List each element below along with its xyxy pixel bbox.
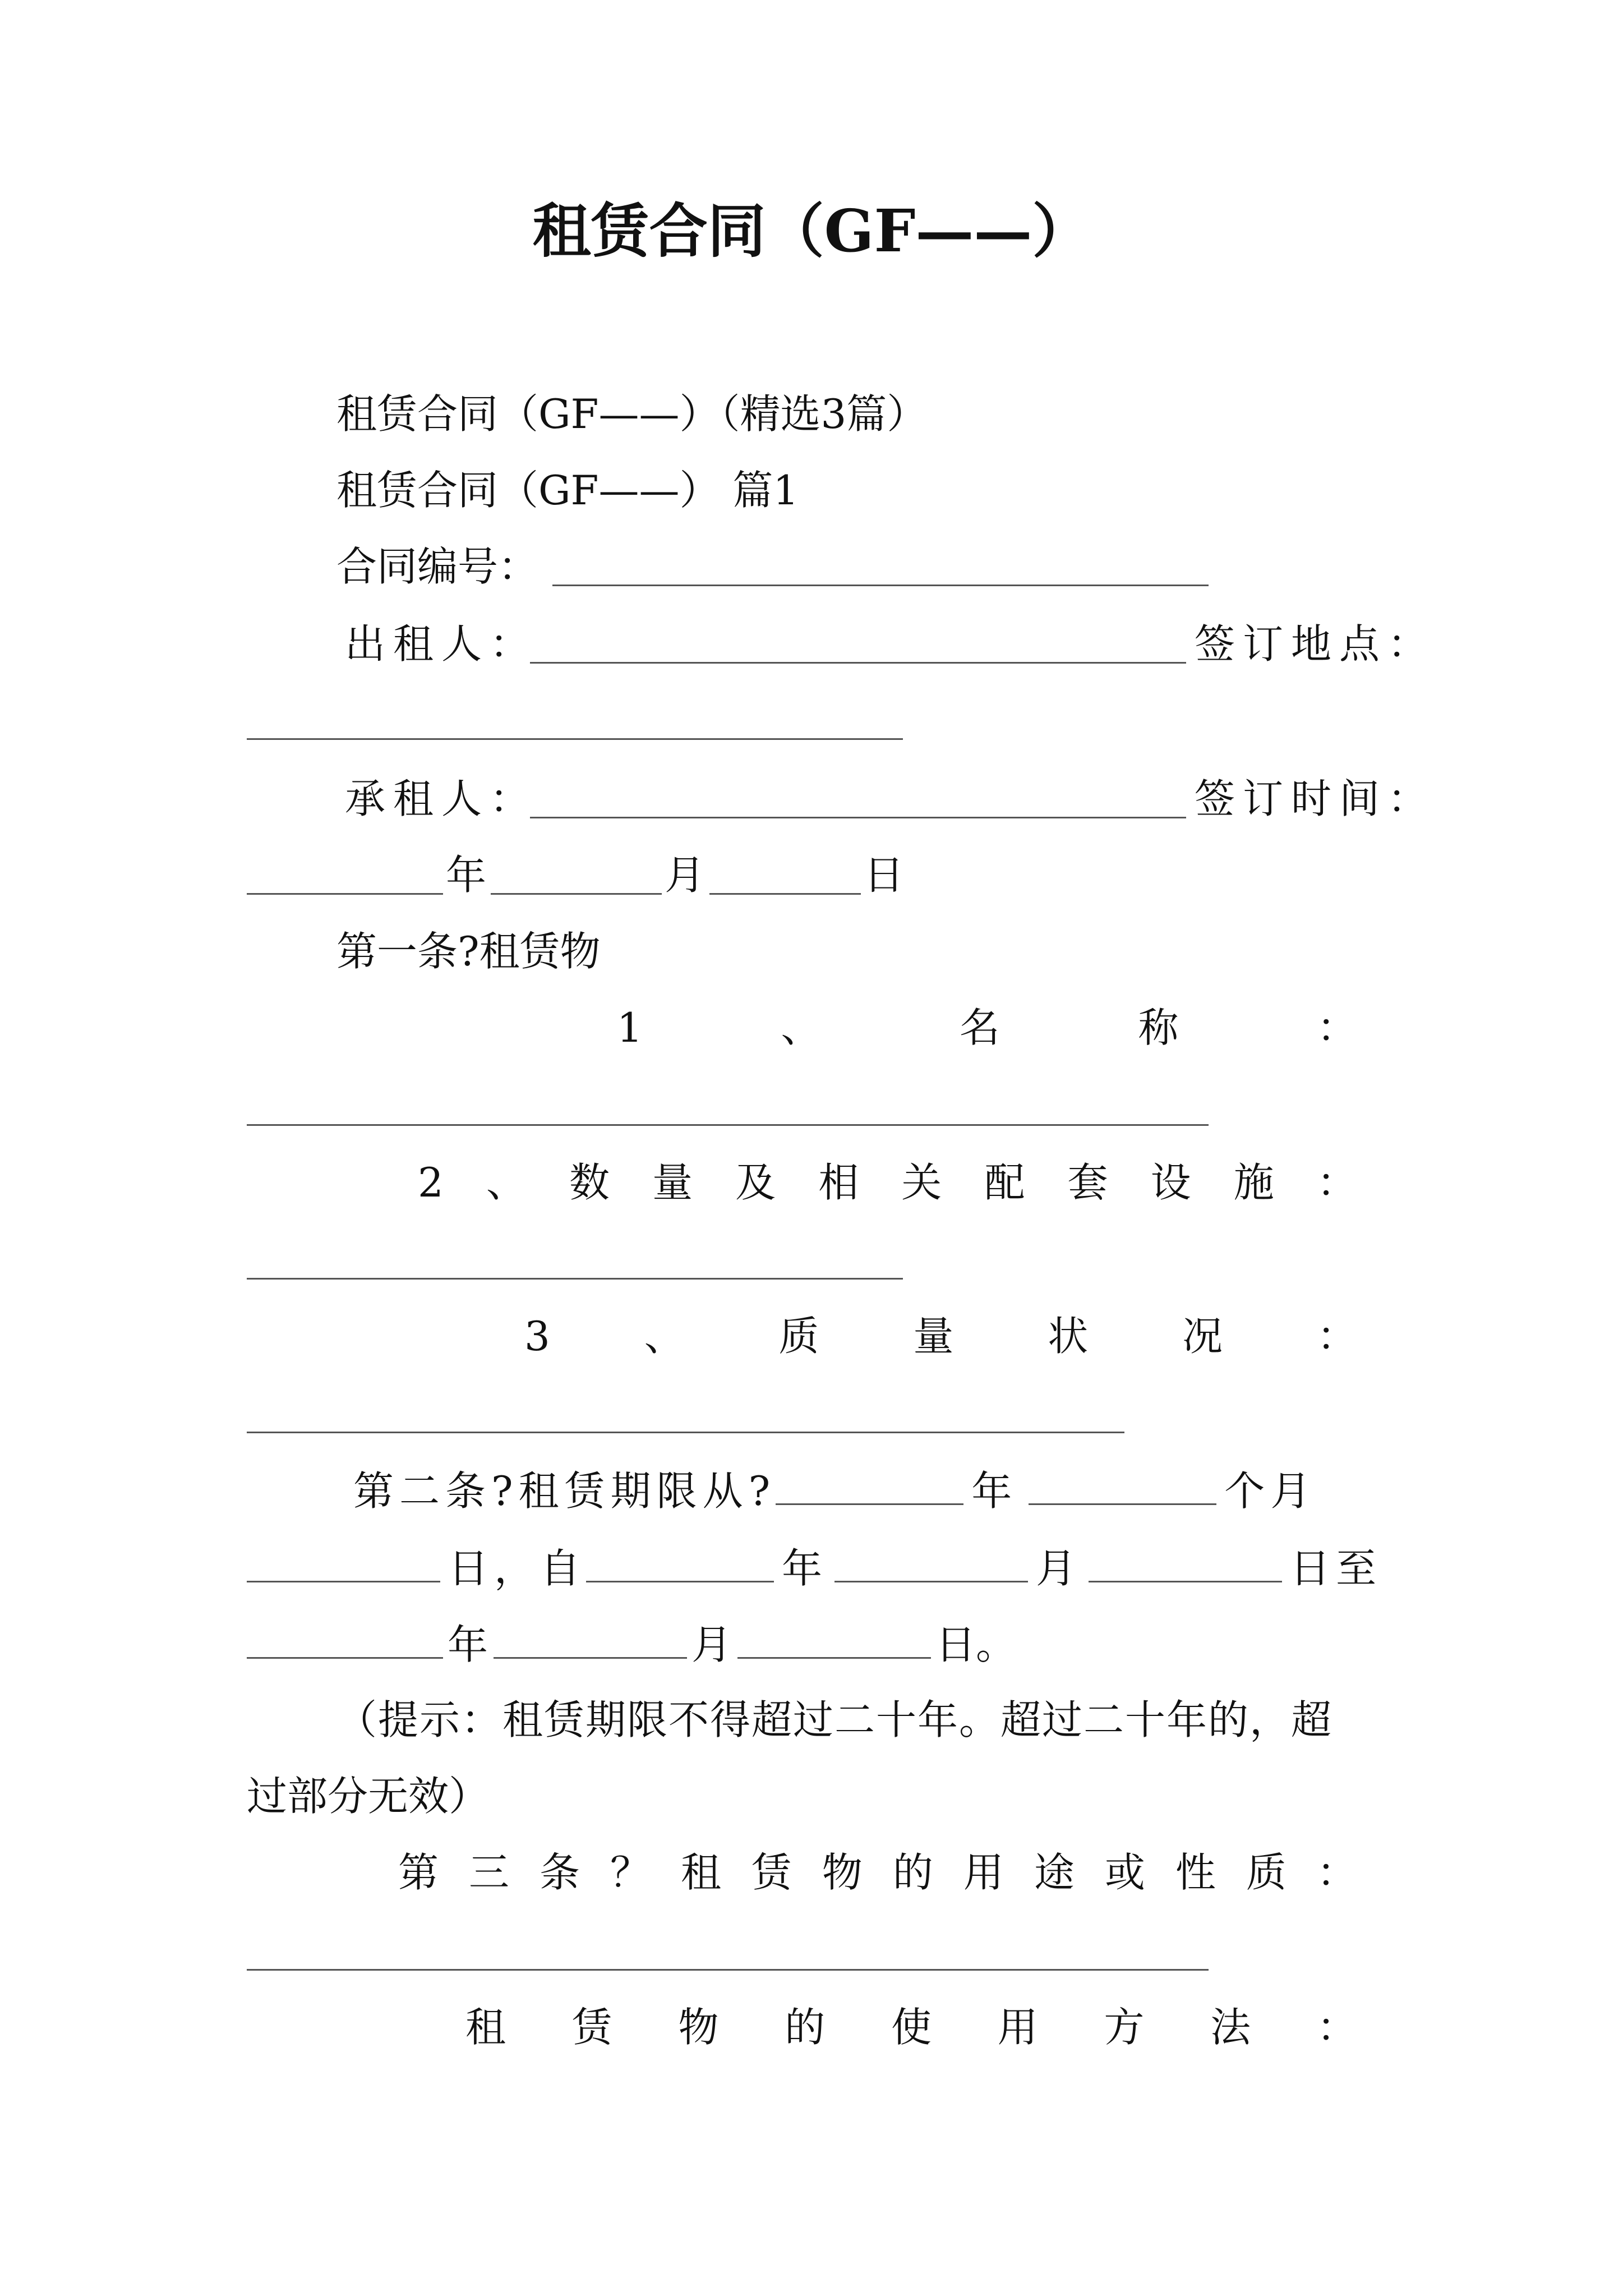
article-1-title: 第一条?租赁物 xyxy=(336,928,601,975)
item-2-char: 及 xyxy=(735,1159,776,1206)
subtitle: 租赁合同（GF——）（精选3篇） xyxy=(336,390,928,438)
lessor-label: 出租人： xyxy=(345,620,538,668)
art3-char: 用 xyxy=(963,1849,1004,1896)
item-1-char: 称 xyxy=(1138,1004,1179,1051)
item-2-char: 关 xyxy=(901,1159,942,1206)
purpose-blank xyxy=(247,1969,1209,1971)
date-year-label: 年 xyxy=(446,852,487,899)
item-1-char: ： xyxy=(1316,1004,1357,1051)
article-1-item-3 xyxy=(524,1313,1357,1360)
article-2-line-2 xyxy=(247,1545,1382,1592)
quality-blank xyxy=(247,1432,1124,1433)
item-3-char: 质 xyxy=(778,1313,819,1360)
start-year-label: 年 xyxy=(782,1545,828,1592)
art3-char: ？ xyxy=(610,1849,651,1896)
start-month-blank xyxy=(834,1547,1028,1582)
term-months-blank xyxy=(1029,1470,1216,1505)
document-title: 租赁合同（GF——） xyxy=(532,196,1091,265)
art3-char: ： xyxy=(1316,1849,1357,1896)
date-year-blank xyxy=(247,893,443,895)
item-1-char: 、 xyxy=(781,1004,822,1051)
hint-line-1: （提示：租赁期限不得超过二十年。超过二十年的，超 xyxy=(336,1696,1333,1743)
art3-char: 条 xyxy=(539,1849,580,1896)
item-2-char: ： xyxy=(1316,1159,1357,1206)
item-3-char: ： xyxy=(1316,1313,1357,1360)
end-day-label: 日。 xyxy=(935,1621,1017,1668)
item-3-char: 状 xyxy=(1048,1313,1089,1360)
article-3-title xyxy=(398,1849,1357,1896)
art3-char: 或 xyxy=(1104,1849,1145,1896)
date-month-blank xyxy=(491,893,662,895)
item-1-char: 1 xyxy=(617,1004,643,1051)
date-day-label: 日 xyxy=(864,852,905,899)
end-month-blank xyxy=(494,1623,687,1659)
article-1-item-1 xyxy=(617,1004,1357,1051)
item-3-char: 况 xyxy=(1182,1313,1223,1360)
item-2-char: 施 xyxy=(1233,1159,1274,1206)
date-day-blank xyxy=(709,893,861,895)
art3-char: 质 xyxy=(1246,1849,1287,1896)
usage-char: 用 xyxy=(997,2004,1038,2051)
signing-place-blank xyxy=(247,738,903,740)
signing-time-label: 签订时间： xyxy=(1195,775,1436,822)
usage-char: 赁 xyxy=(571,2004,612,2051)
usage-method-title xyxy=(465,2004,1357,2051)
usage-char: 法 xyxy=(1210,2004,1251,2051)
usage-char: 使 xyxy=(891,2004,932,2051)
article-2-line-3 xyxy=(247,1621,1017,1668)
usage-char: 租 xyxy=(465,2004,506,2051)
item-1-char: 名 xyxy=(959,1004,1000,1051)
art3-char: 租 xyxy=(680,1849,721,1896)
item-2-char: 量 xyxy=(652,1159,693,1206)
section-heading: 租赁合同（GF——） 篇1 xyxy=(336,467,799,514)
term-years-label: 年 xyxy=(971,1467,1018,1515)
art3-char: 性 xyxy=(1175,1849,1216,1896)
lessee-label: 承租人： xyxy=(345,775,538,822)
term-days-label: 日，自 xyxy=(448,1545,587,1592)
end-year-label: 年 xyxy=(448,1621,488,1668)
item-2-char: 数 xyxy=(569,1159,610,1206)
contract-number-label: 合同编号： xyxy=(336,543,539,590)
item-2-char: 套 xyxy=(1067,1159,1108,1206)
signing-place-label: 签订地点： xyxy=(1195,620,1436,668)
term-days-blank xyxy=(247,1547,440,1582)
hint-line-2: 过部分无效） xyxy=(247,1773,490,1820)
item-2-char: 、 xyxy=(486,1159,527,1206)
art3-char: 赁 xyxy=(751,1849,792,1896)
start-day-label: 日至 xyxy=(1290,1545,1382,1592)
usage-char: 方 xyxy=(1104,2004,1145,2051)
art3-char: 第 xyxy=(398,1849,439,1896)
term-months-label: 个月 xyxy=(1224,1467,1317,1515)
art3-char: 的 xyxy=(892,1849,933,1896)
lessee-blank xyxy=(530,817,1186,818)
art3-char: 物 xyxy=(822,1849,863,1896)
start-month-label: 月 xyxy=(1036,1545,1082,1592)
term-years-blank xyxy=(776,1470,963,1505)
usage-char: 物 xyxy=(678,2004,719,2051)
end-year-blank xyxy=(247,1623,443,1659)
item-2-char: 设 xyxy=(1150,1159,1191,1206)
start-year-blank xyxy=(586,1547,774,1582)
article-1-item-2 xyxy=(418,1159,1357,1206)
contract-number-blank xyxy=(552,585,1209,586)
item-2-char: 相 xyxy=(818,1159,859,1206)
item-3-char: 量 xyxy=(913,1313,954,1360)
article-2-line-1 xyxy=(353,1467,1317,1515)
item-3-char: 、 xyxy=(644,1313,685,1360)
date-month-label: 月 xyxy=(665,852,706,899)
article-2-prefix: 第二条?租赁期限从? xyxy=(353,1467,776,1515)
item-2-char: 配 xyxy=(984,1159,1025,1206)
name-blank xyxy=(247,1124,1209,1126)
art3-char: 三 xyxy=(468,1849,509,1896)
end-month-label: 月 xyxy=(691,1621,732,1668)
lessor-blank xyxy=(530,662,1186,664)
end-day-blank xyxy=(737,1623,931,1659)
quantity-blank xyxy=(247,1278,903,1280)
item-2-char: 2 xyxy=(418,1159,444,1206)
usage-char: 的 xyxy=(785,2004,826,2051)
item-3-char: 3 xyxy=(524,1313,550,1360)
art3-char: 途 xyxy=(1034,1849,1075,1896)
start-day-blank xyxy=(1089,1547,1282,1582)
usage-char: ： xyxy=(1316,2004,1357,2051)
